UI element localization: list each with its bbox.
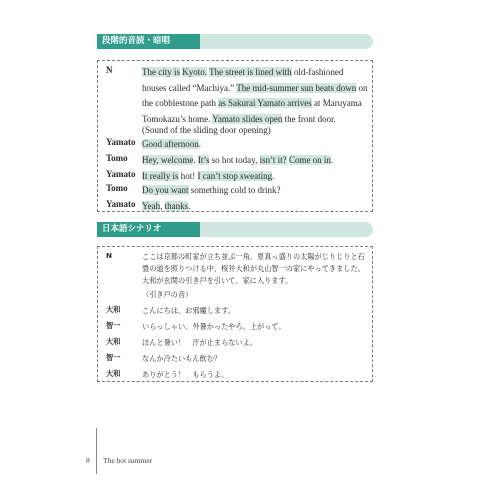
speaker-label: 大和 (106, 337, 121, 346)
highlighted-chunk: It’s (197, 155, 210, 165)
dialogue-text (142, 199, 370, 215)
dialogue-text (142, 183, 370, 199)
text-chunk: so hot today, (209, 155, 260, 165)
speaker-label: Tomo (106, 153, 128, 163)
dialogue-text: ここは京都の町家が立ち並ぶ一角。夏真っ盛りの太陽がじりじりと石畳の道を照りつける中、桜井大和が丸山智一の家にやってきました。大和が玄関の引き戸を引いて、家に入ります。 (142, 252, 365, 285)
highlighted-chunk: The city is (142, 67, 180, 77)
footer-rule (96, 428, 97, 474)
highlighted-chunk: I can’t stop sweating (197, 171, 273, 181)
highlighted-chunk: Yeah (142, 201, 161, 211)
dialogue-text (142, 137, 370, 153)
dialogue-text (142, 153, 370, 169)
page-number: 8 (86, 456, 90, 465)
dialogue-text: こんにちは。お邪魔します。 (142, 306, 235, 315)
text-chunk: something cold to drink? (188, 185, 281, 195)
speaker-label: 智一 (106, 321, 121, 330)
speaker-label: 大和 (106, 305, 121, 314)
text-chunk: , (160, 201, 165, 211)
english-section-header (97, 34, 373, 49)
highlighted-chunk: Yamato slides open (212, 113, 283, 124)
text-chunk: the front door. (282, 113, 336, 124)
highlighted-chunk: Do you want (142, 185, 189, 195)
text-chunk: hot! (178, 171, 198, 181)
speaker-label: 智一 (106, 353, 121, 362)
highlighted-chunk: Kyoto. (182, 67, 207, 77)
dialogue-text: （引き戸の音） (142, 290, 193, 299)
speaker-label: 大和 (106, 369, 121, 378)
highlighted-chunk: Hey, welcome (142, 155, 194, 165)
dialogue-text: なんか冷たいもん飲む？ (142, 354, 222, 363)
english-section-title: 段階的音読・暗唱 (97, 34, 200, 49)
highlighted-chunk: It really is (142, 171, 179, 181)
text-chunk: . (330, 155, 334, 165)
japanese-dialogue-box (97, 246, 373, 382)
text-chunk: . (188, 201, 191, 211)
highlighted-chunk: Good afternoon (142, 139, 199, 149)
text-chunk: . (193, 155, 198, 165)
text-chunk: . (198, 139, 201, 149)
dialogue-text (142, 65, 370, 127)
speaker-label: Tomo (106, 183, 128, 193)
highlighted-chunk: as Sakurai Yamato arrives (218, 98, 312, 108)
english-dialogue-box (97, 60, 373, 212)
text-chunk: (Sound of the sliding door opening) (142, 125, 271, 135)
text-chunk: . (272, 171, 275, 181)
highlighted-chunk: isn’t it? (259, 155, 287, 165)
highlighted-chunk: The mid-summer sun beats down (236, 82, 357, 93)
text-chunk: at Maruyama Tomokazu’s home. (142, 98, 362, 124)
speaker-label: N (106, 251, 113, 260)
chapter-title: The hot summer (103, 456, 153, 465)
japanese-section-title: 日本語シナリオ (97, 222, 200, 237)
highlighted-chunk: Come on in (288, 155, 331, 165)
highlighted-chunk: The street is lined with (209, 67, 292, 77)
speaker-label: Yamato (106, 169, 136, 179)
speaker-label: Yamato (106, 199, 136, 209)
japanese-section-header (97, 222, 373, 237)
text-chunk: on the cobblestone path (142, 82, 368, 108)
dialogue-text: ありがとう！ もらうよ。 (142, 370, 229, 379)
speaker-label: N (106, 65, 113, 75)
dialogue-text: いらっしゃい。外暑かったやろ。上がって。 (142, 322, 286, 331)
highlighted-chunk: thanks (164, 201, 189, 211)
dialogue-text: ほんと暑い！ 汗が止まらないよ。 (142, 338, 258, 347)
speaker-label: Yamato (106, 137, 136, 147)
text-chunk: old-fashioned houses called “Machiya.” (142, 67, 344, 93)
